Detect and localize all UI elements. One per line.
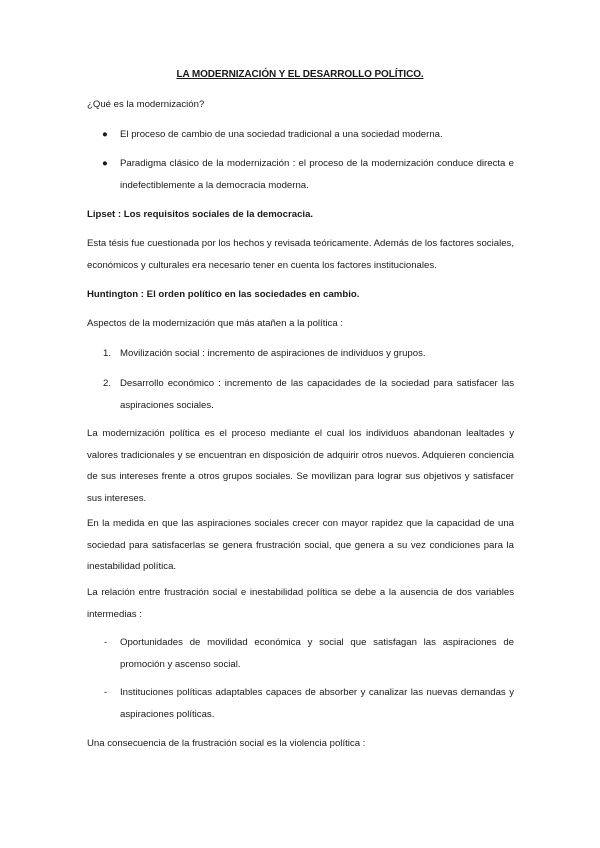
dash-marker: -	[104, 637, 108, 648]
huntington-heading: Huntington : El orden político en las sociedades en cambio.	[87, 289, 360, 300]
numbered-text: Desarrollo económico : incremento de las capacidades de la sociedad para satisfacer las aspiraciones sociales.	[120, 378, 514, 411]
lipset-paragraph: Esta tésis fue cuestionada por los hechos y revisada teóricamente. Además de los factores sociales, económicos y culturales era necesario tener en cuenta los factores institucionales.	[87, 238, 514, 271]
bullet-text: El proceso de cambio de una sociedad tradicional a una sociedad moderna.	[120, 129, 443, 140]
dash-marker: -	[104, 687, 108, 698]
lipset-heading: Lipset : Los requisitos sociales de la democracia.	[87, 209, 314, 220]
frustration-paragraph: En la medida en que las aspiraciones sociales crecer con mayor rapidez que la capacidad de una sociedad para satisfacerlas se genera frustración social, que genera a su vez condiciones para la inestabilidad política.	[87, 518, 514, 572]
bullet-text: Paradigma clásico de la modernización : el proceso de la modernización conduce directa e indefectiblemente a la democracia moderna.	[120, 158, 514, 191]
aspects-intro: Aspectos de la modernización que más atañen a la política :	[87, 318, 343, 329]
consequence-line: Una consecuencia de la frustración social es la violencia política :	[87, 738, 366, 749]
question-line: ¿Qué es la modernización?	[87, 99, 205, 110]
bullet-marker: ●	[102, 129, 108, 140]
number-marker: 2.	[103, 378, 112, 389]
numbered-text: Movilización social : incremento de aspiraciones de individuos y grupos.	[120, 348, 426, 359]
modernization-paragraph: La modernización política es el proceso mediante el cual los individuos abandonan lealtades y valores tradicionales y se encuentran en disposición de adquirir otros nuevos. Adquieren conciencia de sus intereses frente a otros grupos sociales. Se movilizan para lograr sus objetivos y satisfacer sus intereses.	[87, 428, 514, 504]
dash-text: Instituciones políticas adaptables capaces de absorber y canalizar las nuevas demandas y aspiraciones políticas.	[120, 687, 514, 720]
number-marker: 1.	[103, 348, 112, 359]
dash-text: Oportunidades de movilidad económica y social que satisfagan las aspiraciones de promoción y ascenso social.	[120, 637, 514, 670]
document-title: LA MODERNIZACIÓN Y EL DESARROLLO POLÍTICO.	[176, 69, 424, 80]
bullet-marker: ●	[102, 158, 108, 169]
relation-paragraph: La relación entre frustración social e inestabilidad política se debe a la ausencia de dos variables intermedias :	[87, 587, 514, 620]
